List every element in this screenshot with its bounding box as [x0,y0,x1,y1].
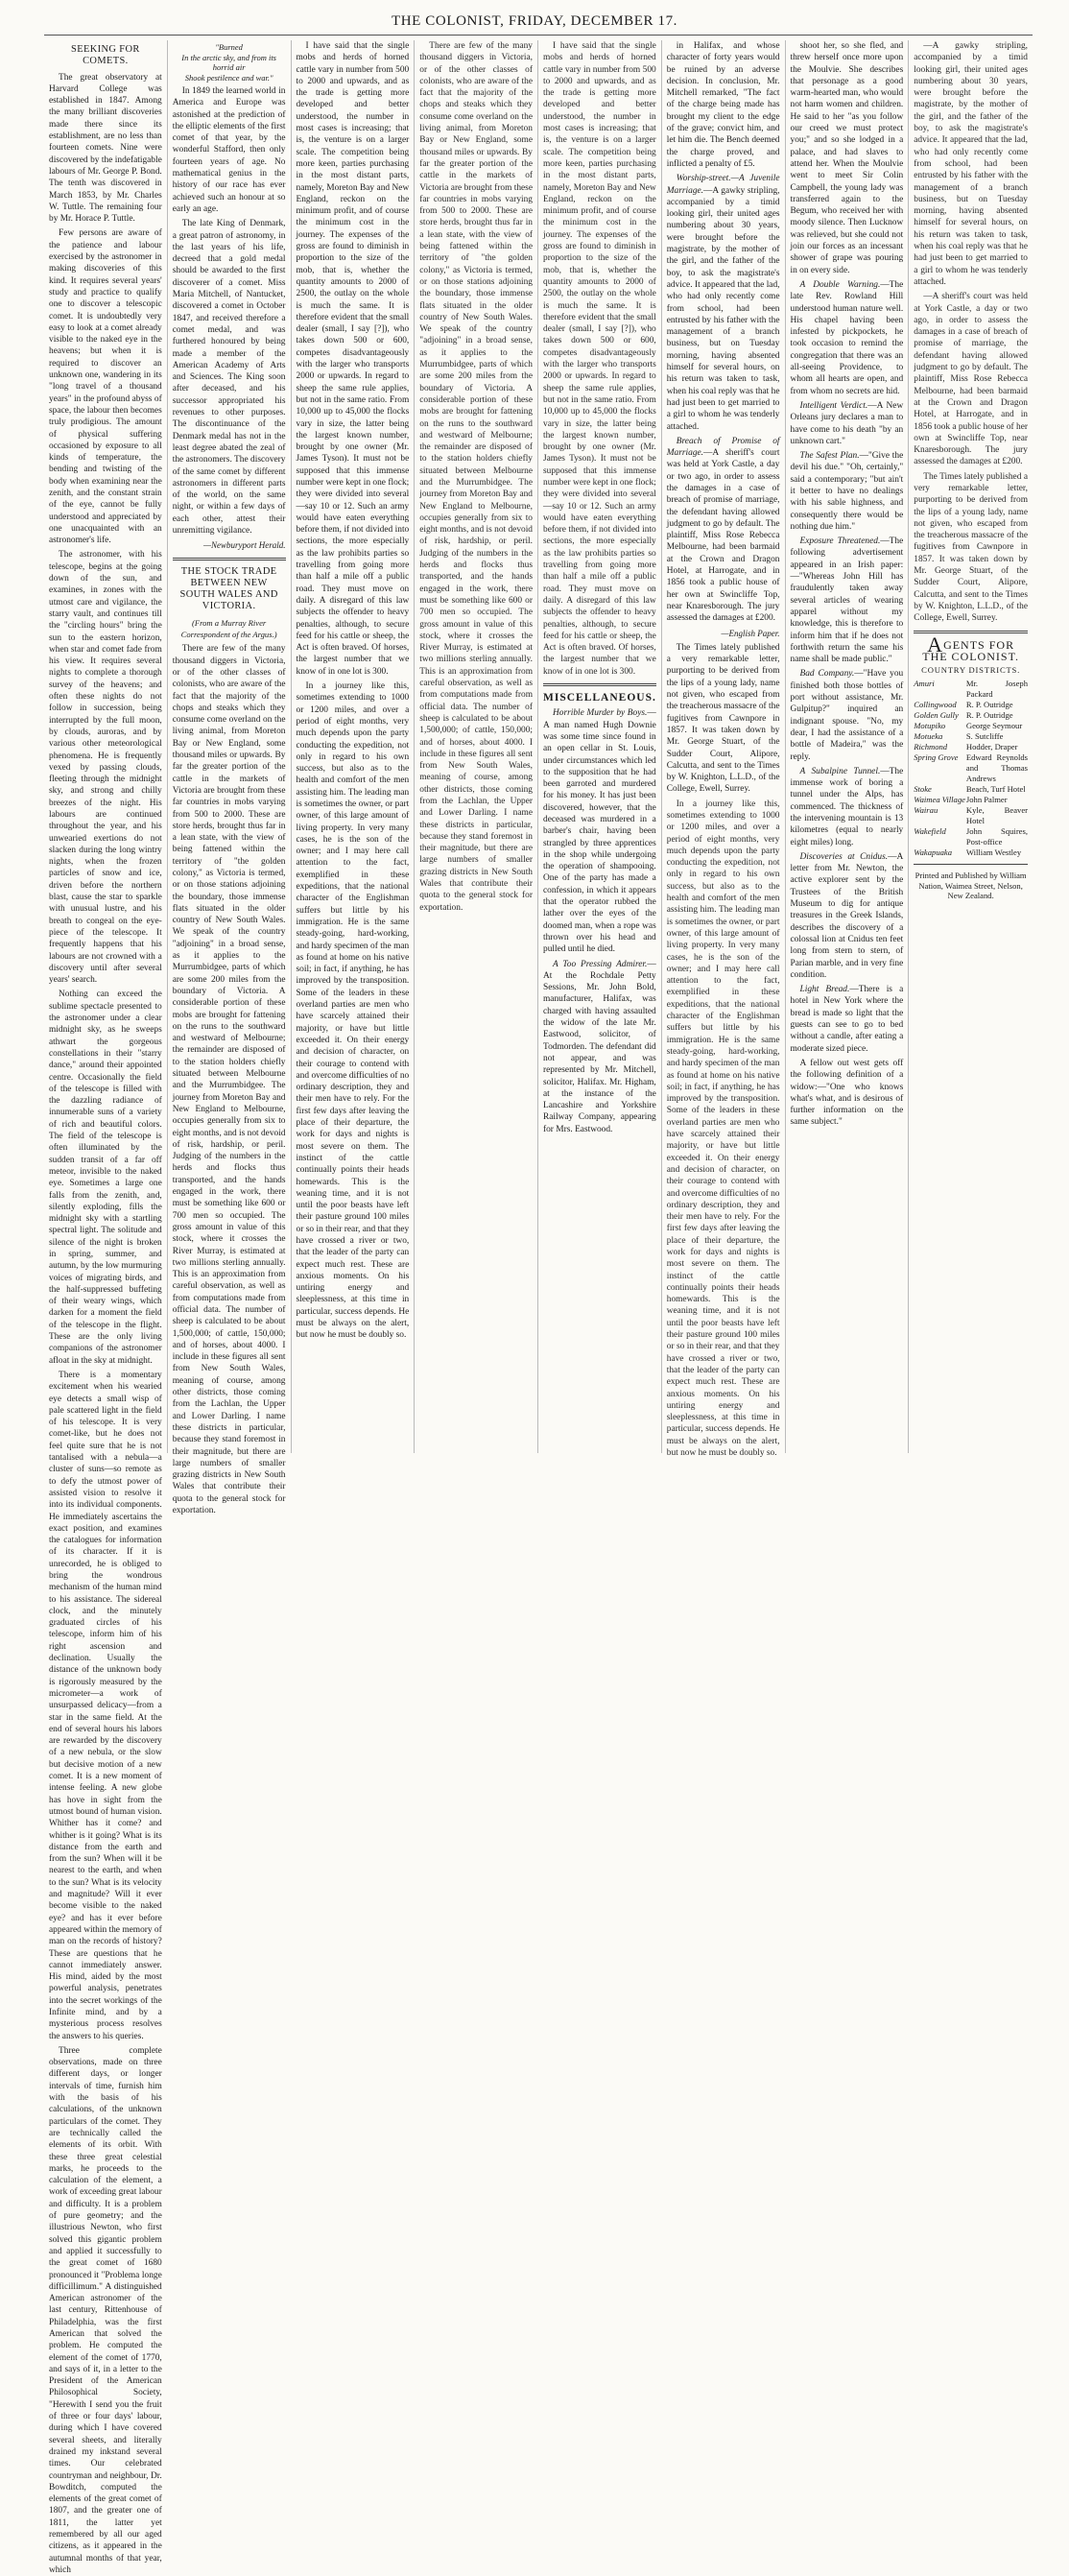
col7-item-head: A Double Warning. [799,279,881,290]
col7-item-head: Bad Company. [799,669,855,680]
column-6 [662,40,786,1459]
col7-item-head: Exposure Threatened. [799,537,881,547]
misc-item-head: Horrible Murder by Boys. [553,708,648,719]
agents-table-body [914,679,1028,858]
stock-paragraph-continued: I have said that the single mobs and herds of horned cattle vary in number from 500 to 2000 and upwards, and as the trade is getting more developed and better understood, the number in most cases is increasing; that is, the venture is on a larger scale. The competition being more keen, parties purchasing in the most distant parts, namely, Moreton Bay and New England, reckon on the minimum profit, and of course the minimum cost in the journey. The expenses of the gross are found to diminish in proportion to the size of the mob, that is, whether the quantity amounts to 2000 of 2500, the outlay on the whole is much the same. It is therefore evident that the small dealer (small, I say [?]), who takes down 500 or 600, competes disadvantageously with the larger who transports 2000 or upwards. In regard to sheep the same rule applies, but not in the same ratio. From 10,000 up to 45,000 the flocks vary in size, the latter being the largest known number, brought by one owner (Mr. James Tyson). It must not be supposed that this immense number were kept in one flock; they were divided into several—say 10 or 12. Such an army would have eaten everything before them, if not divided into sections, the more especially as the law prohibits parties so travelling from going more than half a mile off a public road. They must move on daily. A disregard of this law subjects the offender to heavy penalties, although, to secure feed for his cattle or sheep, the Act is often braved. Of horses, the largest number that we know of in one lot is 300. [543,41,656,677]
column-1 [44,40,168,2575]
misc-item-head: A Too Pressing Admirer. [553,959,648,969]
col6-item-text: —A gawky stripling, accompanied by a timid looking girl, their united ages numbering about 30 years, were brought before the magistrate, by the mother of the girl, and the father of the boy, to ask the magistrate's advice. It appeared that the lad, who had only recently come from school, had been entrusted by his father with the management of a branch business, but on Tuesday morning, having absented himself for several hours, on his return was taken to task, when his coal reply was that he had just been to get married to a girl to whom he was tenderly attached. [666,185,780,432]
col8-continued: The Times lately published a very remarkable letter, purporting to be derived from the lips of a young lady, name not given, who escaped from the treacherous massacre of the fugitives from Cawnpore in 1857. It was taken down by Mr. George Stuart, of the Sudder Court, Alipore, Calcutta, and sent to the Times by W. Knighton, L.L.D., of the College, Ewell, Surrey. [914,471,1028,624]
col7-item-text: —There is a hotel in New York where the bread is made so light that the guests can see to go to bed without a candle, after eating a moderate sized piece. [790,985,904,1054]
agent-row [914,826,1028,847]
agents-heading-rest: GENTS FOR THE COLONIST. [922,637,1020,663]
column-4 [415,40,538,1453]
agent-row [914,795,1028,805]
agent-place: Spring Grove [914,752,959,763]
agent-place: Stoke [914,784,932,795]
col7-item-text: —The late Rev. Rowland Hill understood human nature well. His chapel having been infested by pickpockets, he took occasion to remind the congregation that there was an all-seeing Providence, to whom all hearts are open, and from whom no secrets are hid. [790,279,904,396]
col7-item-text: —"Give the devil his due." "Oh, certainly," said a contemporary; "but ain't it better to have no dealings with his sable highness, and consequently there would be nothing due him." [790,451,904,532]
col7-item [791,536,904,665]
agents-heading [914,632,1028,663]
agent-name: Hodder, Draper [965,742,1018,752]
agent-name: William Westley [965,847,1022,858]
agent-row [914,752,1028,784]
comets-source: —Newburyport Herald. [203,540,286,551]
agents-subheading: COUNTRY DISTRICTS. [921,665,1021,676]
comets-paragraph: Nothing can exceed the sublime spectacle presented to the astronomer under a clear midnight sky, as he sweeps athwart the gorgeous constellations in their "starry dance," around their appointed centre. Occasionally the field of the telescope is filled with the dazzling radiance of innumerable suns of a variety of rich and beautiful colors. The field of the telescope is often illuminated by the sudden transit of a far off meteor, invisible to the naked eye. Sometimes a large one falls from the zenith, and, silently exploding, fills the midnight sky with a startling spectral light. The solitude and silence of the night is broken in spring, summer, and autumn, by the low murmuring voices of migrating birds, and the half-suppressed buffeting of their weary wings, which darken for a moment the field of the telescope in the flight. These are the only living companions of the astronomer afloat in the sky at midnight. [49,990,162,1366]
agent-place: Waimea Village [914,795,965,805]
article-divider [173,558,286,561]
agent-place: Motupiko [914,721,946,731]
poem-line: "Burned [215,42,243,52]
col6-item [667,173,780,433]
col7-item-text: —The following advertisement appeared in an Irish paper:—"Whereas John Hill has fraudulently taken away several articles of wearing apparel without my knowledge, this is therefore to inform him that if he does not forthwith return the same his name shall be made public." [790,537,904,665]
col6-item-text: —A sheriff's court was held at York Castle, a day or two ago, in order to assess the damages in a case of breach of promise of marriage, the defendant having allowed judgment to go by default. The plaintiff, Miss Rose Rebecca Melbourne, had been barmaid at the Crown and Dragon Hotel, at Harrogate, and in 1856 took a public house of her own at Swincliffe Top, near Knaresborough. The jury assessed the damages at £200. [666,448,780,624]
col6-item [667,642,780,796]
col6-item-head: Worship-street.—A Juvenile Marriage. [666,174,780,196]
agent-place: Amuri [914,679,935,689]
agent-name: Mr. Joseph Packard [965,679,1028,700]
stock-paragraph-continued: There are few of the many thousand diggers in Victoria, or of the other classes of colonists, who are aware of the fact that the majority of the chops and steaks which they consume come overland on the living animal, from Moreton Bay or New England, some thousand miles or upwards. By far the greater portion of the cattle in the markets of Victoria are brought from these far countries in mobs varying from 500 to 2000. These are store herds, brought thus far in a lean state, with the view of being fattened within the territory of "the golden colony," as Victoria is termed, or on those stations adjoining the boundary, those immense flats situated in the older country of New South Wales. We speak of the country "adjoining" in a broad sense, as it applies to the Murrumbidgee, parts of which are some 200 miles from the boundary of Victoria. A considerable portion of these mobs are brought for fattening on the runs to the southward and westward of Melbourne; the remainder are disposed of to the station holders chiefly situated between Melbourne and the Murrumbidgee. The journey from Moreton Bay and New England to Melbourne, occupies generally from six to eight months, and is not devoid of risk, hardship, or peril. Judging of the numbers in the herds and flocks thus transported, and the hands engaged in the work, there must be something like 600 or 700 men so occupied. The gross amount in value of this stock, where it crosses the River Murray, is estimated at two millions sterling annually. This is an approximation from careful observation, as well as from computations made from official data. The number of sheep is calculated to be about 1,500,000; of cattle, 150,000; and of horses, about 4000. I include in these figures all sent from New South Wales, meaning of course, among other districts, those coming from the Lachlan, the Upper and Lower Darling. I name these districts in particular, because they stand foremost in their magnitude, but there are large numbers of smaller grazing districts in New South Wales that contribute their quota to the general stock for exportation. [419,41,533,913]
col8-continued: —A gawky stripling, accompanied by a timid looking girl, their united ages numbering about 30 years, were brought before the magistrate, by the mother of the girl, and the father of the boy, to ask the magistrate's advice. It appeared that the lad, who had only recently come from school, had been entrusted by his father with the management of a branch business, but on Tuesday morning, having absented himself for several hours, on his return was taken to task, when his coal reply was that he had just been to get married to a girl to whom he was tenderly attached. [914,41,1028,287]
comets-paragraph: Three complete observations, made on three different days, or longer intervals of time, furnish him with the basis of his calculations, of the unknown particulars of the comet. They are technically called the elements of its orbit. With these three great celestial marks, he proceeds to the calculation of the element, a work of exceeding great labour and difficulty. It is a problem of pure geometry; and the illustrious Newton, who first solved this gigantic problem and applied it successfully to the great comet of 1680 pronounced it "Problema longe difficillimum." A distinguished American astronomer of the last century, Rittenhouse of Philadelphia, was the first American that solved the problem. He computed the element of the comet of 1770, and says of it, in a letter to the President of the American Philosophical Society, "Herewith I send you the fruit of three or four days' labour, during which I have covered several sheets, and literally drained my inkstand several times. Our celebrated countryman and neighbour, Dr. Bowditch, computed the elements of the great comet of 1807, and the greater one of 1811, the latter yet remembered by all our aged citizens, as it appeared in the autumnal months of that year, which [49,2045,162,2575]
comets-paragraph: Few persons are aware of the patience and labour exercised by the astronomer in making discoveries of this kind. It requires several years' study and practice to qualify one to discover a telescopic comet. It is undoubtedly very easy to look at a comet already visible to the naked eye in the heavens; but when it is required to discover an unknown one, wandering in its "long travel of a thousand years" in the profound abyss of space, the labour then becomes truly prodigious. The amount of physical suffering occasioned by exposure to all kinds of temperature, the bending and twisting of the body when examining near the zenith, and the constant strain of the eye, cannot be fully understood and appreciated by one unacquainted with an astronomer's life. [49,228,162,546]
col7-item-text: —The immense work of boring a tunnel under the Alps, has commenced. The thickness of the intervening mountain is 13 kilometres (equal to nearly eight miles) long. [790,766,904,847]
col7-item-head: Discoveries at Cnidus. [799,851,889,862]
agent-name: John Squires, Post-office [965,826,1028,847]
agent-name: John Palmer [965,795,1008,805]
col7-item [791,279,904,397]
stock-paragraph: There are few of the many thousand diggers in Victoria, or of the other classes of colonists, who are aware of the fact that the majority of the chops and steaks which they consume come overland on the living animal, from Moreton Bay or New England, some thousand miles or upwards. By far the greater portion of the cattle in the markets of Victoria are brought from these far countries in mobs varying from 500 to 2000. These are store herds, brought thus far in a lean state, with the view of being fattened within the territory of "the golden colony," as Victoria is termed, or on those stations adjoining the boundary, those immense flats situated in the older country of New South Wales. We speak of the country "adjoining" in a broad sense, as it applies to the Murrumbidgee, parts of which are some 200 miles from the boundary of Victoria. A considerable portion of these mobs are brought for fattening on the runs to the southward and westward of Melbourne; the remainder are disposed of to the station holders chiefly situated between Melbourne and the Murrumbidgee. The journey from Moreton Bay and New England to Melbourne, occupies generally from six to eight months, and is not devoid of risk, hardship, or peril. Judging of the numbers in the herds and flocks thus transported, and the hands engaged in the work, there must be something like 600 or 700 men so occupied. The gross amount in value of this stock, where it crosses the River Murray, is estimated at two millions sterling annually. This is an approximation from careful observation, as well as from computations made from official data. The number of sheep is calculated to be about 1,500,000; of cattle, 150,000; and of horses, about 4000. I include in these figures all sent from New South Wales, meaning of course, among other districts, those coming from the Lachlan, the Upper and Lower Darling. I name these districts in particular, because they stand foremost in their magnitude, but there are large numbers of smaller grazing districts in New South Wales that contribute their quota to the general stock for exportation. [172,644,286,1516]
stock-paragraph: I have said that the single mobs and herds of horned cattle vary in number from 500 to 2000 and upwards, and as the trade is getting more developed and better understood, the number in most cases is increasing; that is, the venture is on a larger scale. The competition being more keen, parties purchasing in the most distant parts, namely, Moreton Bay and New England, reckon on the minimum profit, and of course the minimum cost in the journey. The expenses of the gross are found to diminish in proportion to the size of the mob, that is, whether the quantity amounts to 2000 of 2500, the outlay on the whole is much the same. It is therefore evident that the small dealer (small, I say [?]), who takes down 500 or 600, competes disadvantageously with the larger who transports 2000 or upwards. In regard to sheep the same rule applies, but not in the same ratio. From 10,000 up to 45,000 the flocks vary in size, the latter being the largest known number, brought by one owner (Mr. James Tyson). It must not be supposed that this immense number were kept in one flock; they were divided into several—say 10 or 12. Such an army would have eaten everything before them, if not divided into sections, the more especially as the law prohibits parties so travelling from going more than half a mile off a public road. They must move on daily. A disregard of this law subjects the offender to heavy penalties, although, to secure feed for his cattle or sheep, the Act is often braved. Of horses, the largest number that we know of in one lot is 300. [296,41,410,677]
article-divider [543,683,656,686]
agent-place: Wairau [914,805,938,816]
col7-item-head: The Safest Plan. [799,451,860,462]
agent-place: Wakefield [914,826,946,837]
comets-paragraph: In 1849 the learned world in America and Europe was astonished at the prediction of the elliptic elements of the first comet of that year, by the wonderful Stafford, then only fourteen years of age. No mathematical genius in the history of our race has ever achieved such an honour at so early an age. [172,86,286,214]
col7-paragraph: shoot her, so she fled, and threw herself once more upon the Moulvie. She describes that personage as a good warm-hearted man, who would not harm women and children. He said to her "as you follow our creed we must protect you;" and so she lodged in a palace, and had slaves to attend her. When the Moulvie went to meet Sir Colin Campbell, the young lady was transferred again to the Begum, who received her with moody silence. Then Lucknow was relieved, but she could not join our forces as an incessant shower of grape was pouring in on every side. [790,41,904,275]
stock-title: THE STOCK TRADE BETWEEN NEW SOUTH WALES AND VICTORIA. [179,565,278,612]
misc-item-text: —A man named Hugh Downie was some time since found in an open cellar in St. Louis, under circumstances which led to the supposition that he had been garroted and murdered for his money. It has just been discovered, however, that the deceased was murdered in a barber's chair, having been strangled by three apprentices in the shop while undergoing the operation of shampooing. One of the party has made a confession, in which it appears that the operator rubbed the lather over the eyes of the doomed man, when a rope was thrown over his head and pulled until he died. [543,708,656,955]
masthead: THE COLONIST, FRIDAY, DECEMBER 17. [391,13,678,29]
column-2 [168,40,292,1516]
agent-row [914,679,1028,700]
comets-paragraph: There is a momentary excitement when his wearied eye detects a small wisp of pale scattered light in the field of his telescope. It is very comet-like, but he does not feel quite sure that he is not tantalised with a nebula—a cluster of suns—so remote as to defy the utmost power of assisted vision to resolve it into its individual components. He immediately ascertains the exact position, and examines the catalogues for information of its character. If it is unrecorded, he is obliged to bring the wondrous mechanism of the human mind to his assistance. The sidereal clock, and the minutely graduated circles of his telescope, inform him of his right ascension and declination. Usually the distance of the unknown body is rigorously measured by the micrometer—a work of unsurpassed delicacy—from a star in the same field. At the end of several hours his labors are rewarded by the discovery of a new nebula, or the slow but decisive motion of a new comet. It is a new moment of intense feeling. A new globe has hove in sight from the utmost bound of human vision. Whither has it come? and whither is it going? What is its distance from the earth and from the sun? When will it be nearest to the earth, and when to the sun? What is its velocity and magnitude? Will it ever become visible to the naked eye? and has it ever before appeared within the memory of man on the records of history? These are questions that he cannot immediately answer. His mind, aided by the most powerful analysis, penetrates into the secret workings of the Infinite mind, and by a mysterious process resolves the answers to his queries. [49,1370,162,2041]
poem-line: Shook pestilence and war." [184,72,273,83]
col6-continued: In a journey like this, sometimes extending to 1000 or 1200 miles, and over a period of eight months, very much depends upon the party conducting the expedition, not only in regard to his own success, but also as to the health and comfort of the men assisting him. The leading man is sometimes the owner, or part owner, of this large amount of living property. In very many cases, he is the son of the owner; and I may here call attention to the fact, exemplified in these expeditions, that the national character of the Englishman suffers but little by his immigration. He is the same steady-going, hard-working, and hardy specimen of the man as found at home on his native soil; in fact, if anything, he has improved by the transposition. Some of the leaders in these overland parties are men who have scarcely attained their majority, or have but little exceeded it. On their energy and decision of character, on their courage to contend with and overcome difficulties of no ordinary description, they and their men have to rely. For the first few days after leaving the place of their departure, the work for days and nights is most severe on them. The instinct of the cattle continually points their heads homewards. This is the weaning time, and it is not until the poor beasts have left their pasture ground 100 miles or so in their rear, and that they have crossed a river or two, that the leader of the party can expect much rest. These are anxious moments. On his untiring energy and sleeplessness, at this time in particular, success depends. He must be always on the alert, but now he must be doubly so. [666,799,780,1459]
col7-item [791,766,904,848]
col6-item [667,436,780,625]
agent-place: Motueka [914,731,943,742]
comets-paragraph: The late King of Denmark, a great patron of astronomy, in the last years of his life, decreed that a gold medal should be awarded to the first discoverer of a comet. Miss Maria Mitchell, of Nantucket, discovered a comet in October 1847, and received therefore a comet medal, and was furthered honoured by being made a member of the American Academy of Arts and Sciences. The King soon after deceased, and his successor appropriated his revenues to other purposes. The discontinuance of the Denmark medal has not in the least degree abated the zeal of the astronomers. The discovery of the same comet by different astronomers in different parts of the world, on the same night, or within a few days of each other, attest their unremitting vigilance. [172,219,286,536]
agent-row [914,847,1028,858]
col6-item-text: The Times lately published a very remarkable letter, purporting to be derived from the lips of a young lady, name not given, who escaped from the treacherous massacre of the fugitives from Cawnpore in 1857. It was taken down by Mr. George Stuart, of the Sudder Court, Alipore, Calcutta, and sent to the Times by W. Knighton, L.L.D., of the College, Ewell, Surrey. [666,642,780,795]
columns [44,40,1033,2575]
stock-subtitle: (From a Murray River Correspondent of the Argus.) [180,617,277,640]
misc-item [543,707,656,955]
agent-name: Beach, Turf Hotel [965,784,1026,795]
col7-item-text: —"Have you finished both those bottles of port without assistance, Mr. Gulpitup?" inquired an indignant spouse. "No, my dear, I had the assistance of a bottle of Madeira," was the reply. [790,669,904,762]
comets-poem [173,42,286,83]
col7-item [791,851,904,981]
col6-item-head: Breach of Promise of Marriage. [666,436,780,459]
comets-title: SEEKING FOR COMETS. [71,44,140,67]
col7-item [791,984,904,1055]
col7-item-head: Intelligent Verdict. [799,400,868,411]
col7-item-head: Light Bread. [799,985,850,995]
agent-row [914,784,1028,795]
agent-name: George Seymour [965,721,1023,731]
comets-paragraph: The astronomer, with his telescope, begins at the going down of the sun, and examines, in zones with the utmost care and vigilance, the starry vault, and continues till the "circling hours" bring the sun to the eastern horizon, when star and comet fade from his view. It requires several nights to complete a thorough survey of the heavens; and often these nights do not follow in succession, being interrupted by the full moon, by clouds, auroras, and by various other meteorological phenomena. He is frequently vexed by passing clouds, fleeting through the midnight sky, and strong and chilly breezes of the night. His labours are continued throughout the year, and his unwearied exertions do not slacken during the long wintry nights, when the frozen particles of snow and ice, driven before the northern blast, cause the star to sparkle with unusual lustre, and his breath to congeal on the eye-piece of the telescope. It frequently happens that his labours are not crowned with a discovery until after several years' search. [49,550,162,986]
col7-item-head: A Subalpine Tunnel. [799,766,881,776]
agent-row [914,710,1028,721]
misc-item-text: —At the Rochdale Petty Sessions, Mr. John Bold, manufacturer, Halifax, was charged with having assaulted the widow of the late Mr. Eastwood, solicitor, of Todmorden. The defendant did not appear, and was represented by Mr. Mitchell, solicitor, Halifax. Mr. Higham, at the instance of the Lancashire and Yorkshire Railway Company, appearing for Mrs. Eastwood. [543,959,656,1134]
column-3 [292,40,416,1453]
col7-item [791,400,904,447]
agent-row [914,742,1028,752]
agents-heading-initial: A [927,632,944,656]
agent-place: Wakapuaka [914,847,953,858]
imprint: Printed and Published by William Nation, Waimea Street, Nelson, New Zealand. [915,871,1027,901]
masthead-rule [44,35,1033,36]
col7-item [791,450,904,533]
agent-name: R. P. Outridge [965,700,1013,710]
col7-item-text: —A New Orleans jury declares a man to have come to his death "by an unknown cart." [790,400,904,446]
col7-item [791,668,904,762]
agent-name: Edward Reynolds and Thomas Andrews [965,752,1028,784]
col6-source: —English Paper. [721,628,780,638]
column-8 [909,40,1033,1453]
imprint-rule [914,864,1028,865]
column-7 [786,40,910,1453]
col8-continued: —A sheriff's court was held at York Castle, a day or two ago, in order to assess the damages in a case of breach of promise of marriage, the defendant having allowed judgment to go by default. The plaintiff, Miss Rose Rebecca Melbourne, had been barmaid at the Crown and Dragon Hotel, at Harrogate, and in 1856 took a public house of her own at Swincliffe Top, near Knaresborough. The jury assessed the damages at £200. [914,292,1028,467]
misc-item [543,959,656,1135]
agent-row [914,721,1028,731]
poem-line: In the arctic sky, and from its horrid air [181,52,276,72]
col7-item [791,1058,904,1129]
agent-name: Kyle, Beaver Hotel [965,805,1028,826]
agent-place: Richmond [914,742,948,752]
column-5 [538,40,662,1453]
col7-item-text: —A letter from Mr. Newton, the active explorer sent by the Trustees of the British Museum to dig for antique treasures in the Greek Islands, describes the discovery of a colossal lion at Cnidus ten feet long from stern to stern, of Parian marble, and in very fine condition. [790,851,904,980]
agent-name: S. Sutcliffe [965,731,1004,742]
col7-item-text: A fellow out west gets off the following definition of a widow:—"One who knows what's what, and is desirous of further information on the same subject." [790,1058,904,1128]
agent-place: Golden Gully [914,710,959,721]
misc-title: MISCELLANEOUS. [543,692,656,704]
agent-row [914,731,1028,742]
agent-row [914,700,1028,710]
stock-paragraph: In a journey like this, sometimes extending to 1000 or 1200 miles, and over a period of eight months, very much depends upon the party conducting the expedition, not only in regard to his own success, but also as to the health and comfort of the men assisting him. The leading man is sometimes the owner, or part owner, of this large amount of living property. In very many cases, he is the son of the owner; and I may here call attention to the fact, exemplified in these expeditions, that the national character of the Englishman suffers but little by his immigration. He is the same steady-going, hard-working, and hardy specimen of the man as found at home on his native soil; in fact, if anything, he has improved by the transposition. Some of the leaders in these overland parties are men who have scarcely attained their majority, or have but little exceeded it. On their energy and decision of character, on their courage to contend with and overcome difficulties of no ordinary description, they and their men have to rely. For the first few days after leaving the place of their departure, the work for days and nights is most severe on them. The instinct of the cattle continually points their heads homewards. This is the weaning time, and it is not until the poor beasts have left their pasture ground 100 miles or so in their rear, and that they have crossed a river or two, that the leader of the party can expect much rest. These are anxious moments. On his untiring energy and sleeplessness, at this time in particular, success depends. He must be always on the alert, but now he must be doubly so. [296,681,410,1341]
agent-place: Collingwood [914,700,957,710]
col6-paragraph: in Halifax, and whose character of forty years would be ruined by an adverse decision. In conclusion, Mr. Mitchell remarked, "The fact of the charge being made has brought my client to the edge of the grave; convict him, and let him die. The Bench deemed the charge proved, and inflicted a penalty of £5. [666,41,780,169]
agent-row [914,805,1028,826]
agents-table [914,679,1028,858]
comets-paragraph: The great observatory at Harvard College was established in 1847. Among the many brilliant discoveries made there since its establishment, are no less than fourteen comets. Nine were discovered by the indefatigable labours of Mr. George P. Bond. The tenth was discovered in March 1853, by Mr. Charles W. Tuttle. The remaining four by Mr. Horace P. Tuttle. [49,72,162,225]
agent-name: R. P. Outridge [965,710,1013,721]
